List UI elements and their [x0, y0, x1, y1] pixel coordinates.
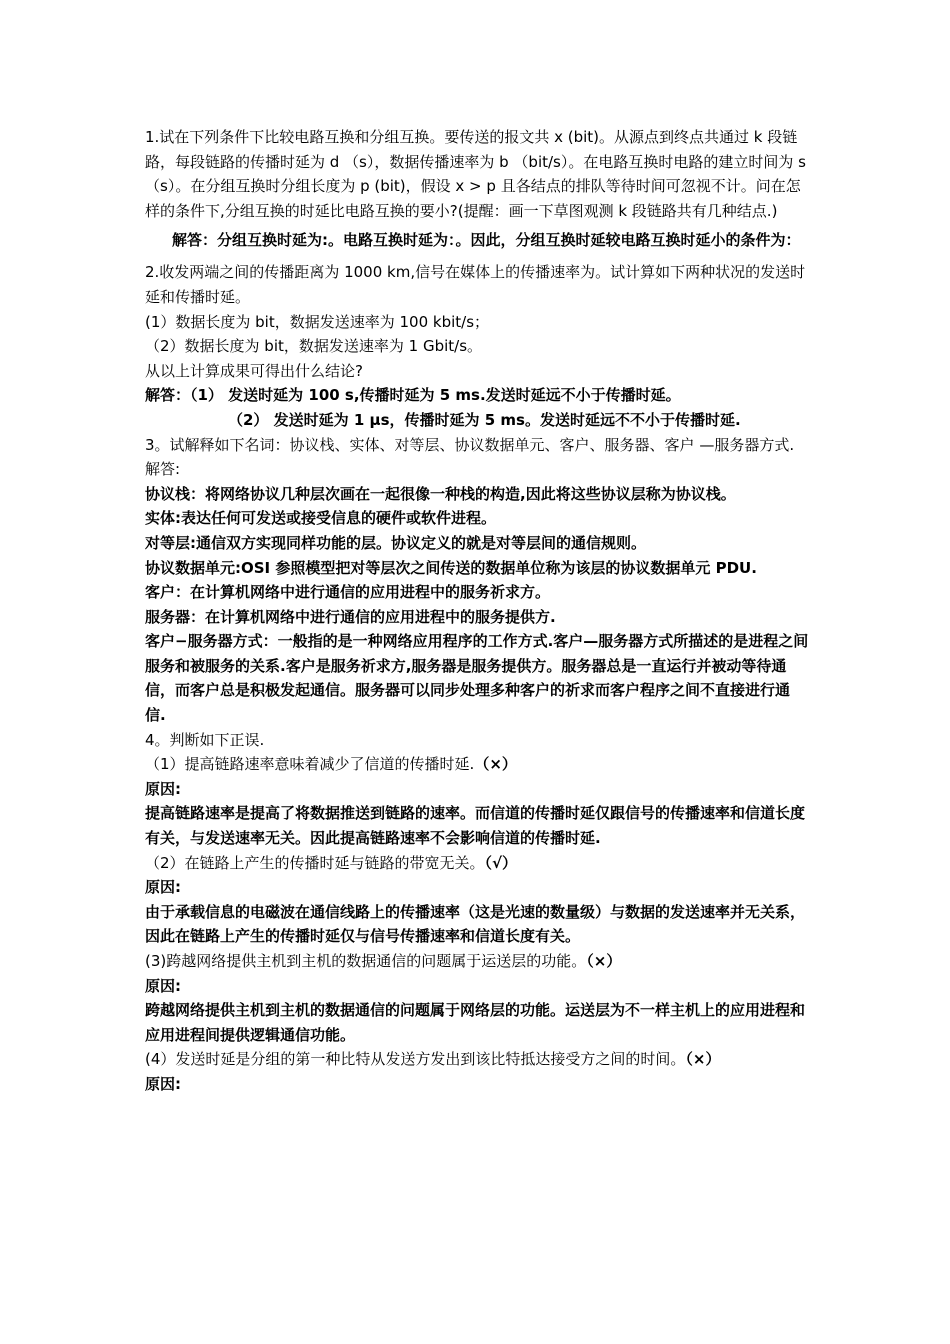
definition-protocol-stack: 协议栈：将网络协议几种层次画在一起很像一种栈的构造,因此将这些协议层称为协议栈。 — [145, 484, 736, 503]
judge-item-2 — [145, 851, 810, 876]
definition-server: 服务器：在计算机网络中进行通信的应用进程中的服务提供方. — [145, 607, 556, 626]
judge-item-1-label: 原因: — [145, 779, 181, 798]
question-1: 1.试在下列条件下比较电路互换和分组互换。要传送的报文共 x (bit)。从源点到终点共通过 k 段链路，每段链路的传播时延为 d （s），数据传播速率为 b （bit/s）。在电路互换时电路的建立时间为 s （s）。在分组互换时分组长度为 p (bit)，假设 x > p 且各结点的排队等待时间可忽视不计。问在怎样的条件下,分组互换的时延比电路互换的要小?(提醒：画一下草图观测 k 段链路共有几种结点.) — [145, 128, 806, 220]
definition-pdu: 协议数据单元:OSI 参照模型把对等层次之间传送的数据单位称为该层的协议数据单元 PDU. — [145, 558, 757, 577]
judge-item-3-reason: 跨越网络提供主机到主机的数据通信的问题属于网络层的功能。运送层为不一样主机上的应用进程和应用进程间提供逻辑通信功能。 — [145, 1001, 806, 1044]
document-page — [145, 125, 810, 1097]
judge-item-1-text: （1）提高链路速率意味着减少了信道的传播时延. — [145, 755, 475, 774]
judge-item-1-mark: （×） — [474, 755, 517, 774]
judge-item-2-text: （2）在链路上产生的传播时延与链路的带宽无关。 — [145, 853, 485, 872]
judge-item-4-label: 原因: — [145, 1074, 181, 1093]
answer-1: 解答：分组互换时延为:。电路互换时延为：。因此，分组互换时延较电路互换时延小的条件为： — [172, 231, 801, 250]
question-4-intro: 4。判断如下正误. — [145, 730, 265, 749]
question-2-item-1: (1）数据长度为 bit，数据发送速率为 100 kbit/s； — [145, 312, 490, 331]
judge-item-1-reason: 提高链路速率是提高了将数据推送到链路的速率。而信道的传播时延仅跟信号的传播速率和信道长度有关，与发送速率无关。因此提高链路速率不会影响信道的传播时延. — [145, 804, 806, 848]
question-3: 3。试解释如下名词：协议栈、实体、对等层、协议数据单元、客户、服务器、客户 —服务器方式. — [145, 435, 795, 454]
judge-item-2-reason: 由于承载信息的电磁波在通信线路上的传播速率（这是光速的数量级）与数据的发送速率并无关系，因此在链路上产生的传播时延仅与信号传播速率和信道长度有关。 — [145, 902, 806, 946]
judge-item-2-label: 原因: — [145, 878, 181, 897]
answer-3-label: 解答: — [145, 460, 181, 479]
definition-client: 客户：在计算机网络中进行通信的应用进程中的服务祈求方。 — [145, 583, 551, 602]
answer-2-part-2: （2） 发送时延为 1 μs，传播时延为 5 ms。发送时延远不不小于传播时延. — [228, 410, 741, 429]
judge-item-4-text: (4）发送时延是分组的第一种比特从发送方发出到该比特抵达接受方之间的时间。 — [145, 1050, 686, 1069]
judge-item-4-mark: （×） — [685, 1050, 721, 1069]
answer-2-part-1: 解答：（1） 发送时延为 100 s,传播时延为 5 ms.发送时延远不小于传播时延。 — [145, 386, 681, 405]
question-2-ask: 从以上计算成果可得出什么结论? — [145, 361, 363, 380]
judge-item-2-mark: （√） — [484, 853, 518, 872]
judge-item-3-label: 原因: — [145, 976, 181, 995]
judge-item-3-text: (3)跨越网络提供主机到主机的数据通信的问题属于运送层的功能。 — [145, 952, 587, 970]
judge-item-4 — [145, 1047, 810, 1072]
definition-client-server: 客户−服务器方式：一般指的是一种网络应用程序的工作方式.客户—服务器方式所描述的是进程之间服务和被服务的关系.客户是服务祈求方,服务器是服务提供方。服务器总是一直运行并被动等待通信，而客户总是积极发起通信。服务器可以同步处理多种客户的祈求而客户程序之间不直接进行通信. — [145, 632, 809, 725]
judge-item-3 — [145, 949, 810, 974]
question-2-item-2: （2）数据长度为 bit，数据发送速率为 1 Gbit/s。 — [145, 337, 483, 356]
judge-item-1 — [145, 752, 810, 777]
definition-entity: 实体:表达任何可发送或接受信息的硬件或软件进程。 — [145, 509, 497, 528]
judge-item-3-mark: （×） — [586, 952, 622, 970]
definition-peer-layer: 对等层:通信双方实现同样功能的层。协议定义的就是对等层间的通信规则。 — [145, 533, 647, 552]
question-2-intro: 2.收发两端之间的传播距离为 1000 km,信号在媒体上的传播速率为。试计算如下两种状况的发送时延和传播时延。 — [145, 263, 806, 306]
